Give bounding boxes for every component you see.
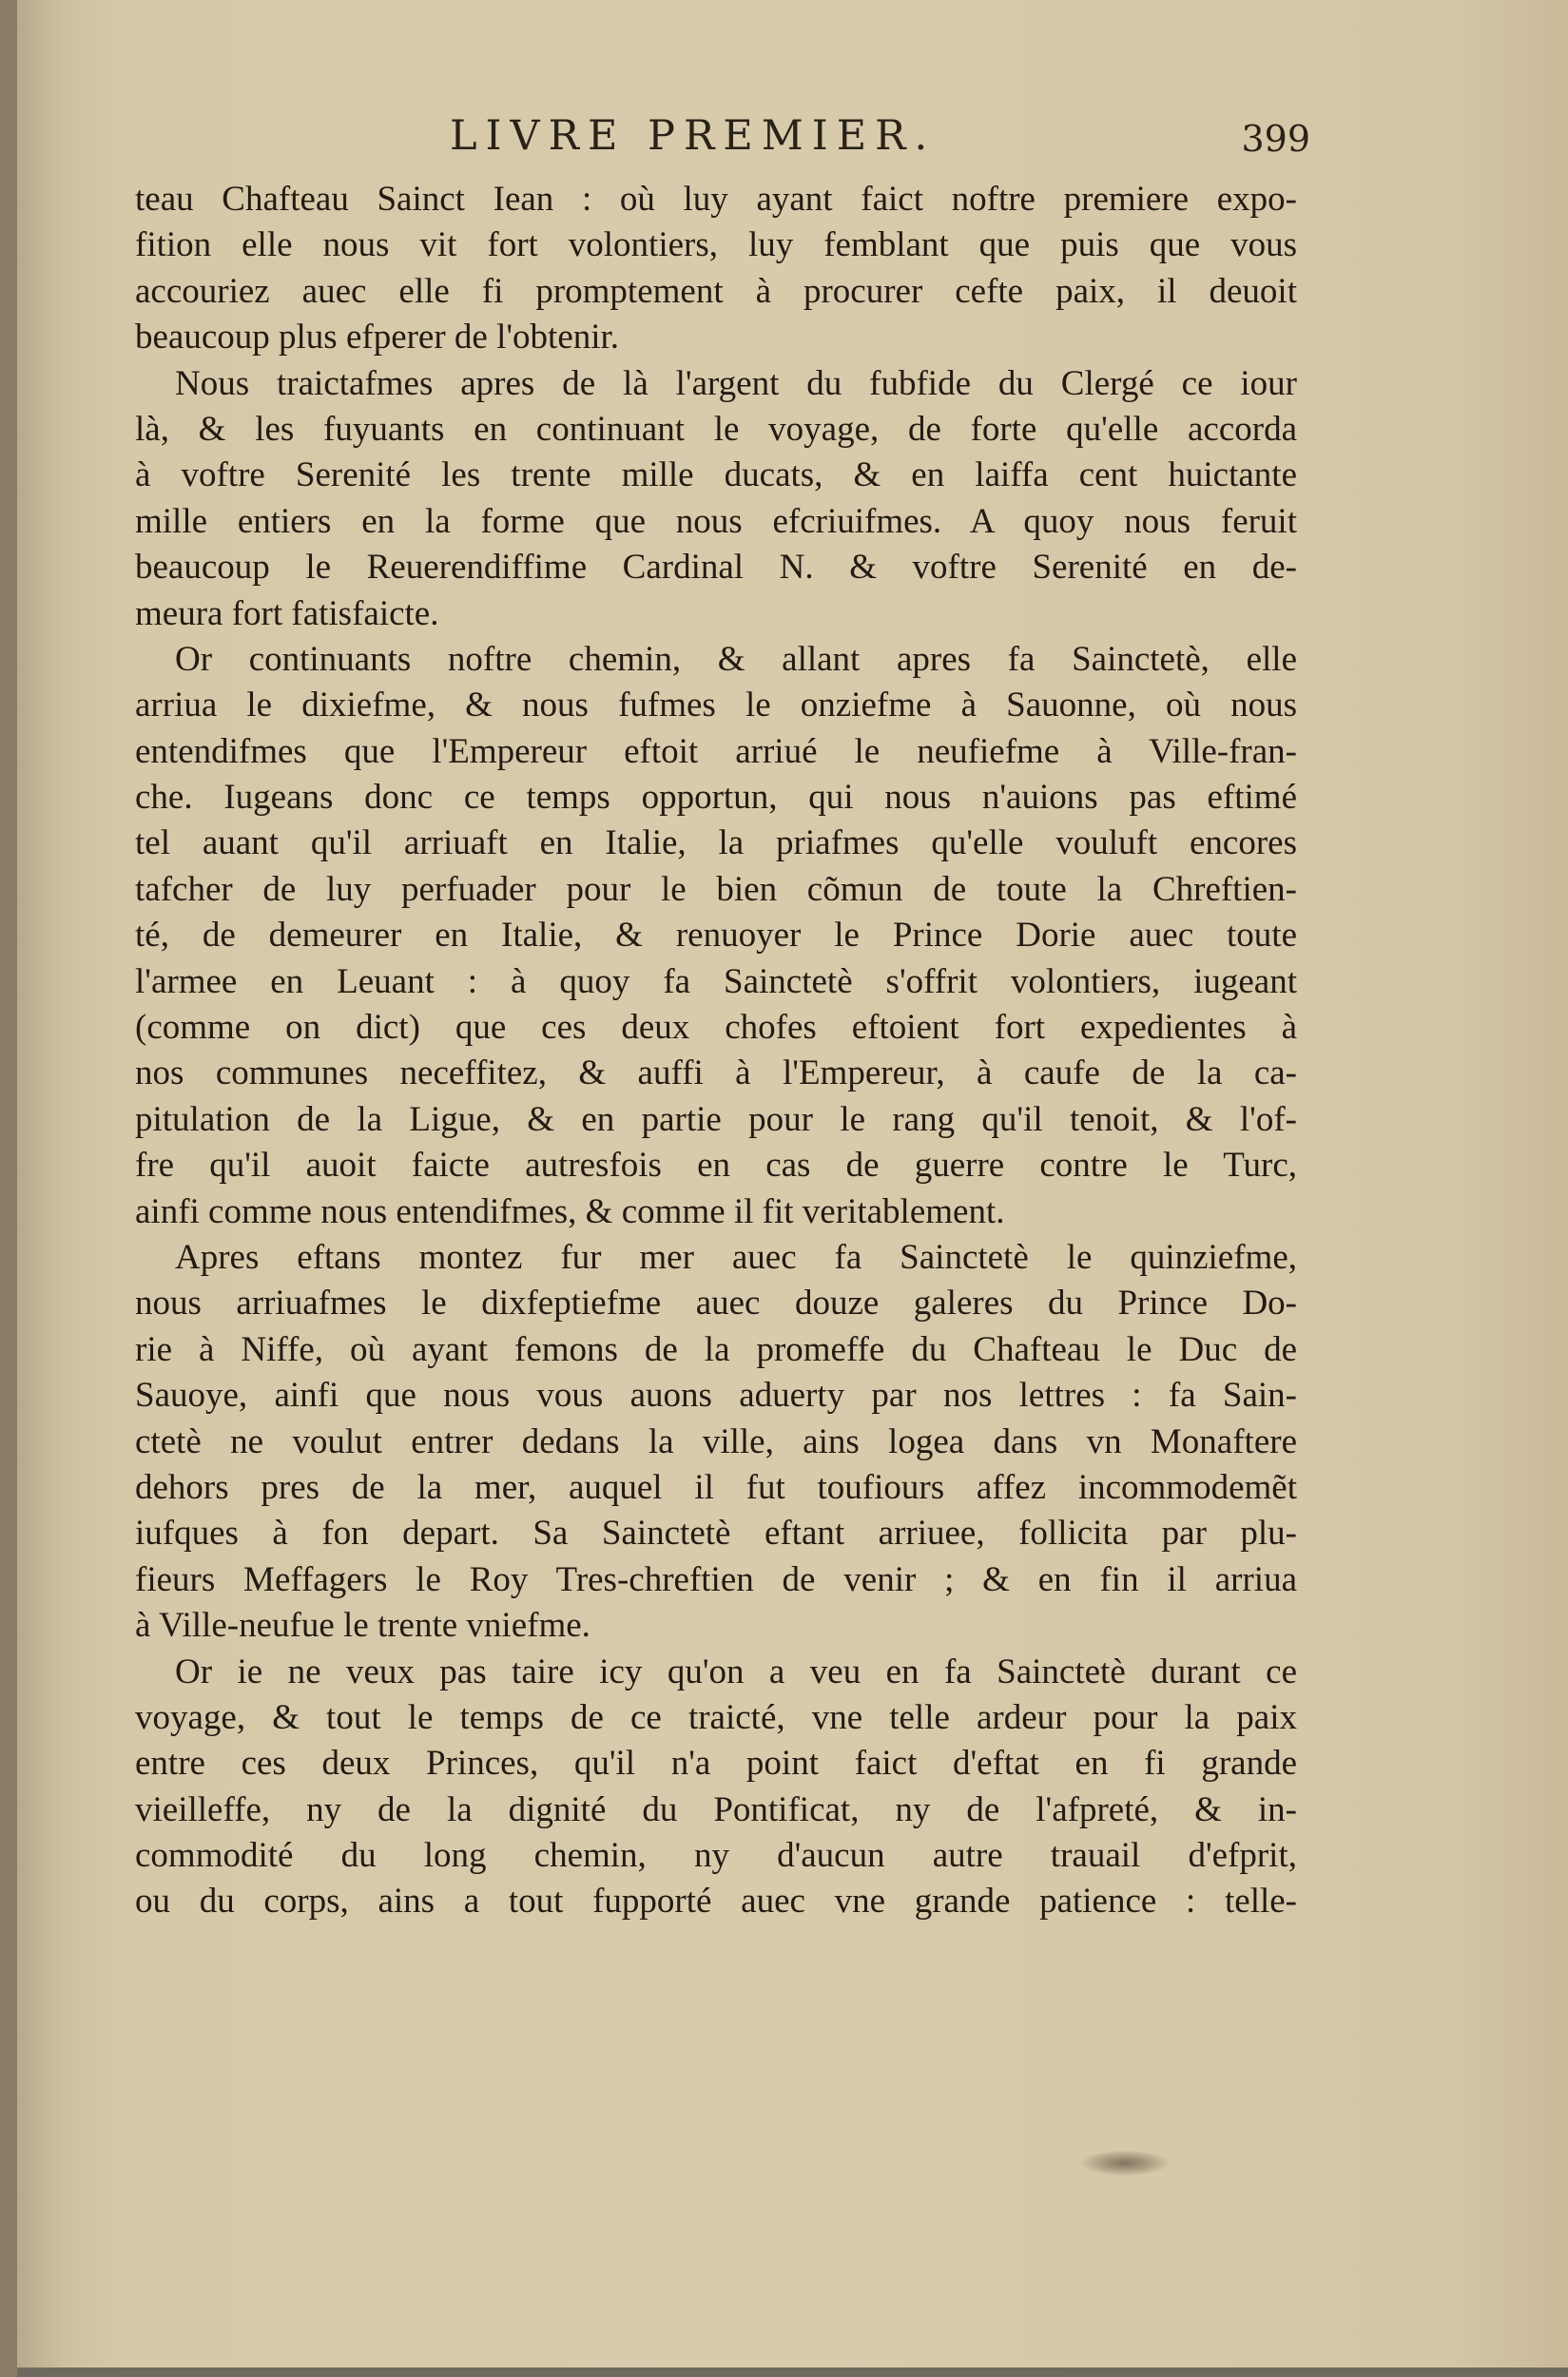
text-line: iufques à fon depart. Sa Sainctetè eftant arriuee, follicita par plu- xyxy=(135,1514,1297,1554)
text-line: mille entiers en la forme que nous efcriuifmes. A quoy nous feruit xyxy=(135,501,1297,541)
text-line: commodité du long chemin, ny d'aucun autre trauail d'efprit, xyxy=(135,1836,1297,1876)
text-line: che. Iugeans donc ce temps opportun, qui nous n'auions pas eftimé xyxy=(135,778,1297,818)
text-line: teau Chafteau Sainct Iean : où luy ayant faict noftre premiere expo- xyxy=(135,180,1297,219)
text-line: fre qu'il auoit faicte autresfois en cas de guerre contre le Turc, xyxy=(135,1146,1297,1186)
paragraph xyxy=(135,637,1297,1235)
text-line: (comme on dict) que ces deux chofes eftoient fort expedientes à xyxy=(135,1008,1297,1048)
ink-blot xyxy=(1082,2151,1168,2175)
text-line: arriua le dixiefme, & nous fufmes le onziefme à Sauonne, où nous xyxy=(135,686,1297,725)
text-line: Sauoye, ainfi que nous vous auons aduerty par nos lettres : fa Sain- xyxy=(135,1376,1297,1416)
text-line: là, & les fuyuants en continuant le voyage, de forte qu'elle accorda xyxy=(135,409,1297,449)
text-line: Or ie ne veux pas taire icy qu'on a veu en fa Sainctetè durant ce xyxy=(175,1652,1297,1691)
text-line: meura fort fatisfaicte. xyxy=(135,593,439,633)
text-line: à Ville-neufue le trente vniefme. xyxy=(135,1606,590,1646)
text-line: tel auant qu'il arriuaft en Italie, la priafmes qu'elle vouluft encores xyxy=(135,823,1297,863)
text-line: l'armee en Leuant : à quoy fa Sainctetè s'offrit volontiers, iugeant xyxy=(135,961,1297,1001)
text-line: ainfi comme nous entendifmes, & comme il fit veritablement. xyxy=(135,1191,1005,1231)
text-line: voyage, & tout le temps de ce traicté, vne telle ardeur pour la paix xyxy=(135,1697,1297,1737)
text-line: dehors pres de la mer, auquel il fut toufiours affez incommodemẽt xyxy=(135,1467,1297,1507)
paragraph xyxy=(135,177,1297,361)
page-header xyxy=(131,112,1310,169)
text-line: beaucoup plus efperer de l'obtenir. xyxy=(135,318,620,358)
text-line: beaucoup le Reuerendiffime Cardinal N. & voftre Serenité en de- xyxy=(135,548,1297,588)
text-line: nos communes neceffitez, & auffi à l'Empereur, à caufe de la ca- xyxy=(135,1053,1297,1093)
text-line: fition elle nous vit fort volontiers, luy femblant que puis que vous xyxy=(135,225,1297,265)
body-text xyxy=(135,177,1297,1925)
text-line: ctetè ne voulut entrer dedans la ville, ains logea dans vn Monaftere xyxy=(135,1421,1297,1461)
page-number: 399 xyxy=(1241,118,1310,160)
text-line: ou du corps, ains a tout fupporté auec vne grande patience : telle- xyxy=(135,1882,1297,1922)
paragraph xyxy=(135,1650,1297,1925)
text-line: vieilleffe, ny de la dignité du Pontificat, ny de l'afpreté, & in- xyxy=(135,1789,1297,1829)
paragraph xyxy=(135,1235,1297,1650)
paragraph xyxy=(135,361,1297,637)
text-line: rie à Niffe, où ayant femons de la promeffe du Chafteau le Duc de xyxy=(135,1329,1297,1369)
text-line: pitulation de la Ligue, & en partie pour le rang qu'il tenoit, & l'of- xyxy=(135,1099,1297,1139)
text-line: nous arriuafmes le dixfeptiefme auec douze galeres du Prince Do- xyxy=(135,1284,1297,1324)
text-line: Nous traictafmes apres de là l'argent du fubfide du Clergé ce iour xyxy=(175,363,1297,403)
text-line: entendifmes que l'Empereur eftoit arriué le neufiefme à Ville-fran- xyxy=(135,731,1297,771)
text-line: fieurs Meffagers le Roy Tres-chreftien de venir ; & en fin il arriua xyxy=(135,1559,1297,1599)
text-line: accouriez auec elle fi promptement à procurer cefte paix, il deuoit xyxy=(135,271,1297,311)
text-line: Or continuants noftre chemin, & allant apres fa Sainctetè, elle xyxy=(175,639,1297,679)
text-line: Apres eftans montez fur mer auec fa Sainctetè le quinziefme, xyxy=(175,1237,1297,1277)
text-line: à voftre Serenité les trente mille ducats, & en laiffa cent huictante xyxy=(135,455,1297,495)
text-line: té, de demeurer en Italie, & renuoyer le Prince Dorie auec toute xyxy=(135,916,1297,956)
text-line: tafcher de luy perfuader pour le bien cõmun de toute la Chreftien- xyxy=(135,869,1297,909)
text-line: entre ces deux Princes, qu'il n'a point faict d'eftat en fi grande xyxy=(135,1744,1297,1784)
running-head: LIVRE PREMIER. xyxy=(450,112,937,160)
